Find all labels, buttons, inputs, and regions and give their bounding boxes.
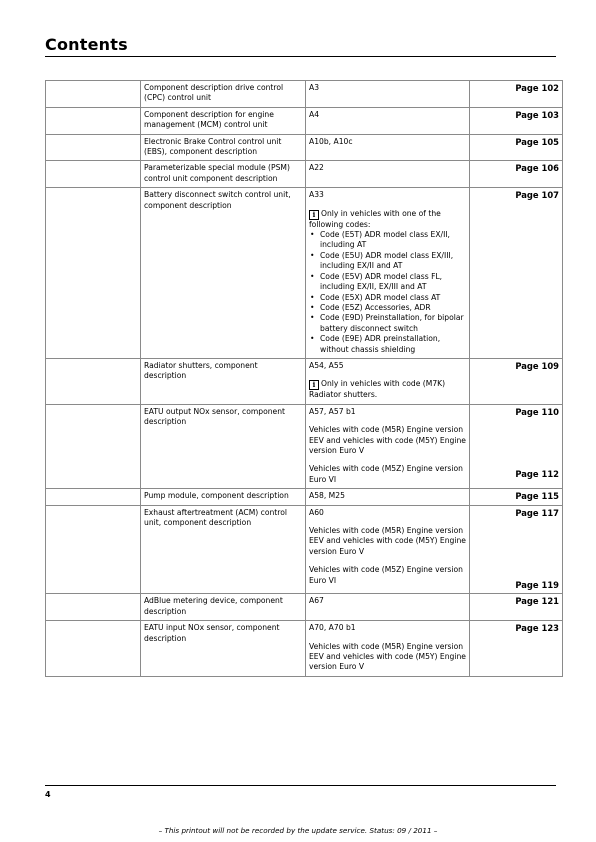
reference-cell: A58, M25 [306,489,470,505]
list-item: • Code (E5U) ADR model class EX/III, including EX/II and AT [320,251,466,272]
table-row [46,404,563,488]
page-cell [470,134,563,161]
description-cell: Parameterizable special module (PSM) control unit component description [141,161,306,188]
table-row [46,134,563,161]
reference-cell: A3 [306,81,470,108]
list-item: • Code (E5V) ADR model class FL, including EX/II, EX/III and AT [320,272,466,293]
blank-cell [46,81,141,108]
reference-text: A57, A57 b1 [309,406,356,416]
description-cell: Electronic Brake Control control unit (EBS), component description [141,134,306,161]
blank-cell [46,107,141,134]
footer-notice: – This printout will not be recorded by the update service. Status: 09 / 2011 – [158,826,438,835]
blank-cell [46,188,141,359]
reference-cell [306,404,470,488]
reference-text: A60 [309,507,324,517]
reference-cell: A22 [306,161,470,188]
variant-text: Vehicles with code (M5Z) Engine version Euro VI [309,565,463,585]
page-cell [470,188,563,359]
page-cell [470,358,563,404]
blank-cell [46,505,141,594]
description-cell: Exhaust aftertreatment (ACM) control unit, component description [141,505,306,594]
reference-cell: A10b, A10c [306,134,470,161]
reference-cell: A67 [306,594,470,621]
page-link[interactable]: Page 115 [515,491,559,502]
page-cell [470,621,563,677]
note [309,209,466,230]
reference-text: A54, A55 [309,360,344,370]
page-cell [470,505,563,594]
page-cell [470,81,563,108]
page-link[interactable]: Page 106 [515,163,559,174]
page-link[interactable]: Page 123 [515,623,559,634]
description-cell: Component description for engine management (MCM) control unit [141,107,306,134]
code-list [309,230,466,355]
contents-table [45,80,563,677]
note-text: Only in vehicles with code (M7K) Radiator shutters. [309,379,446,400]
page-link[interactable]: Page 119 [515,580,559,590]
blank-cell [46,621,141,677]
reference-text: A70, A70 b1 [309,623,356,633]
list-item: • Code (E9D) Preinstallation, for bipolar battery disconnect switch [320,313,466,334]
table-row [46,505,563,594]
variant-text: Vehicles with code (M5R) Engine version EEV and vehicles with code (M5Y) Engine version Euro V [309,641,466,672]
variant-text: Vehicles with code (M5R) Engine version EEV and vehicles with code (M5Y) Engine version Euro V [309,526,466,556]
table-row [46,358,563,404]
page-link[interactable]: Page 105 [515,136,559,147]
table-row [46,161,563,188]
page-link[interactable]: Page 121 [515,596,559,607]
page-title: Contents [45,35,128,54]
page-cell [470,404,563,488]
page-link[interactable]: Page 110 [515,406,559,417]
page-link[interactable]: Page 109 [515,360,559,371]
blank-cell [46,404,141,488]
page-link[interactable]: Page 107 [515,190,559,201]
header-rule [45,56,556,57]
description-cell: Battery disconnect switch control unit, component description [141,188,306,359]
note-text: Only in vehicles with one of the following codes: [309,208,441,229]
table-row [46,489,563,505]
page-link[interactable]: Page 117 [515,507,559,518]
page-link[interactable]: Page 102 [515,83,559,93]
description-cell: Radiator shutters, component description [141,358,306,404]
reference-cell: A4 [306,107,470,134]
table-row [46,107,563,134]
description-cell: EATU output NOx sensor, component description [141,404,306,488]
list-item: • Code (E5X) ADR model class AT [320,293,466,303]
info-note-icon: i [309,210,319,220]
blank-cell [46,594,141,621]
reference-cell [306,188,470,359]
description-cell: EATU input NOx sensor, component description [141,621,306,677]
list-item: • Code (E5T) ADR model class EX/II, including AT [320,230,466,251]
blank-cell [46,489,141,505]
page-link[interactable]: Page 103 [515,109,559,120]
description-cell: Pump module, component description [141,489,306,505]
table-row [46,81,563,108]
description-cell: AdBlue metering device, component description [141,594,306,621]
description-cell: Component description drive control (CPC) control unit [141,81,306,108]
list-item: • Code (E5Z) Accessories, ADR [320,303,466,313]
page-link[interactable]: Page 112 [515,469,559,480]
page-number: 4 [45,790,51,799]
blank-cell [46,134,141,161]
note [309,379,466,400]
table-row [46,188,563,359]
blank-cell [46,161,141,188]
reference-text: A33 [309,190,324,200]
reference-cell [306,505,470,594]
page-cell [470,161,563,188]
variant-text: Vehicles with code (M5R) Engine version EEV and vehicles with code (M5Y) Engine version Euro V [309,425,466,455]
blank-cell [46,358,141,404]
page-cell [470,107,563,134]
footer-rule [45,785,556,786]
reference-cell [306,358,470,404]
table-row [46,621,563,677]
variant-text: Vehicles with code (M5Z) Engine version Euro VI [309,464,463,484]
info-note-icon: i [309,380,319,390]
page-cell [470,489,563,505]
list-item: • Code (E9E) ADR preinstallation, without chassis shielding [320,334,466,355]
table-row [46,594,563,621]
page-cell [470,594,563,621]
reference-cell [306,621,470,677]
